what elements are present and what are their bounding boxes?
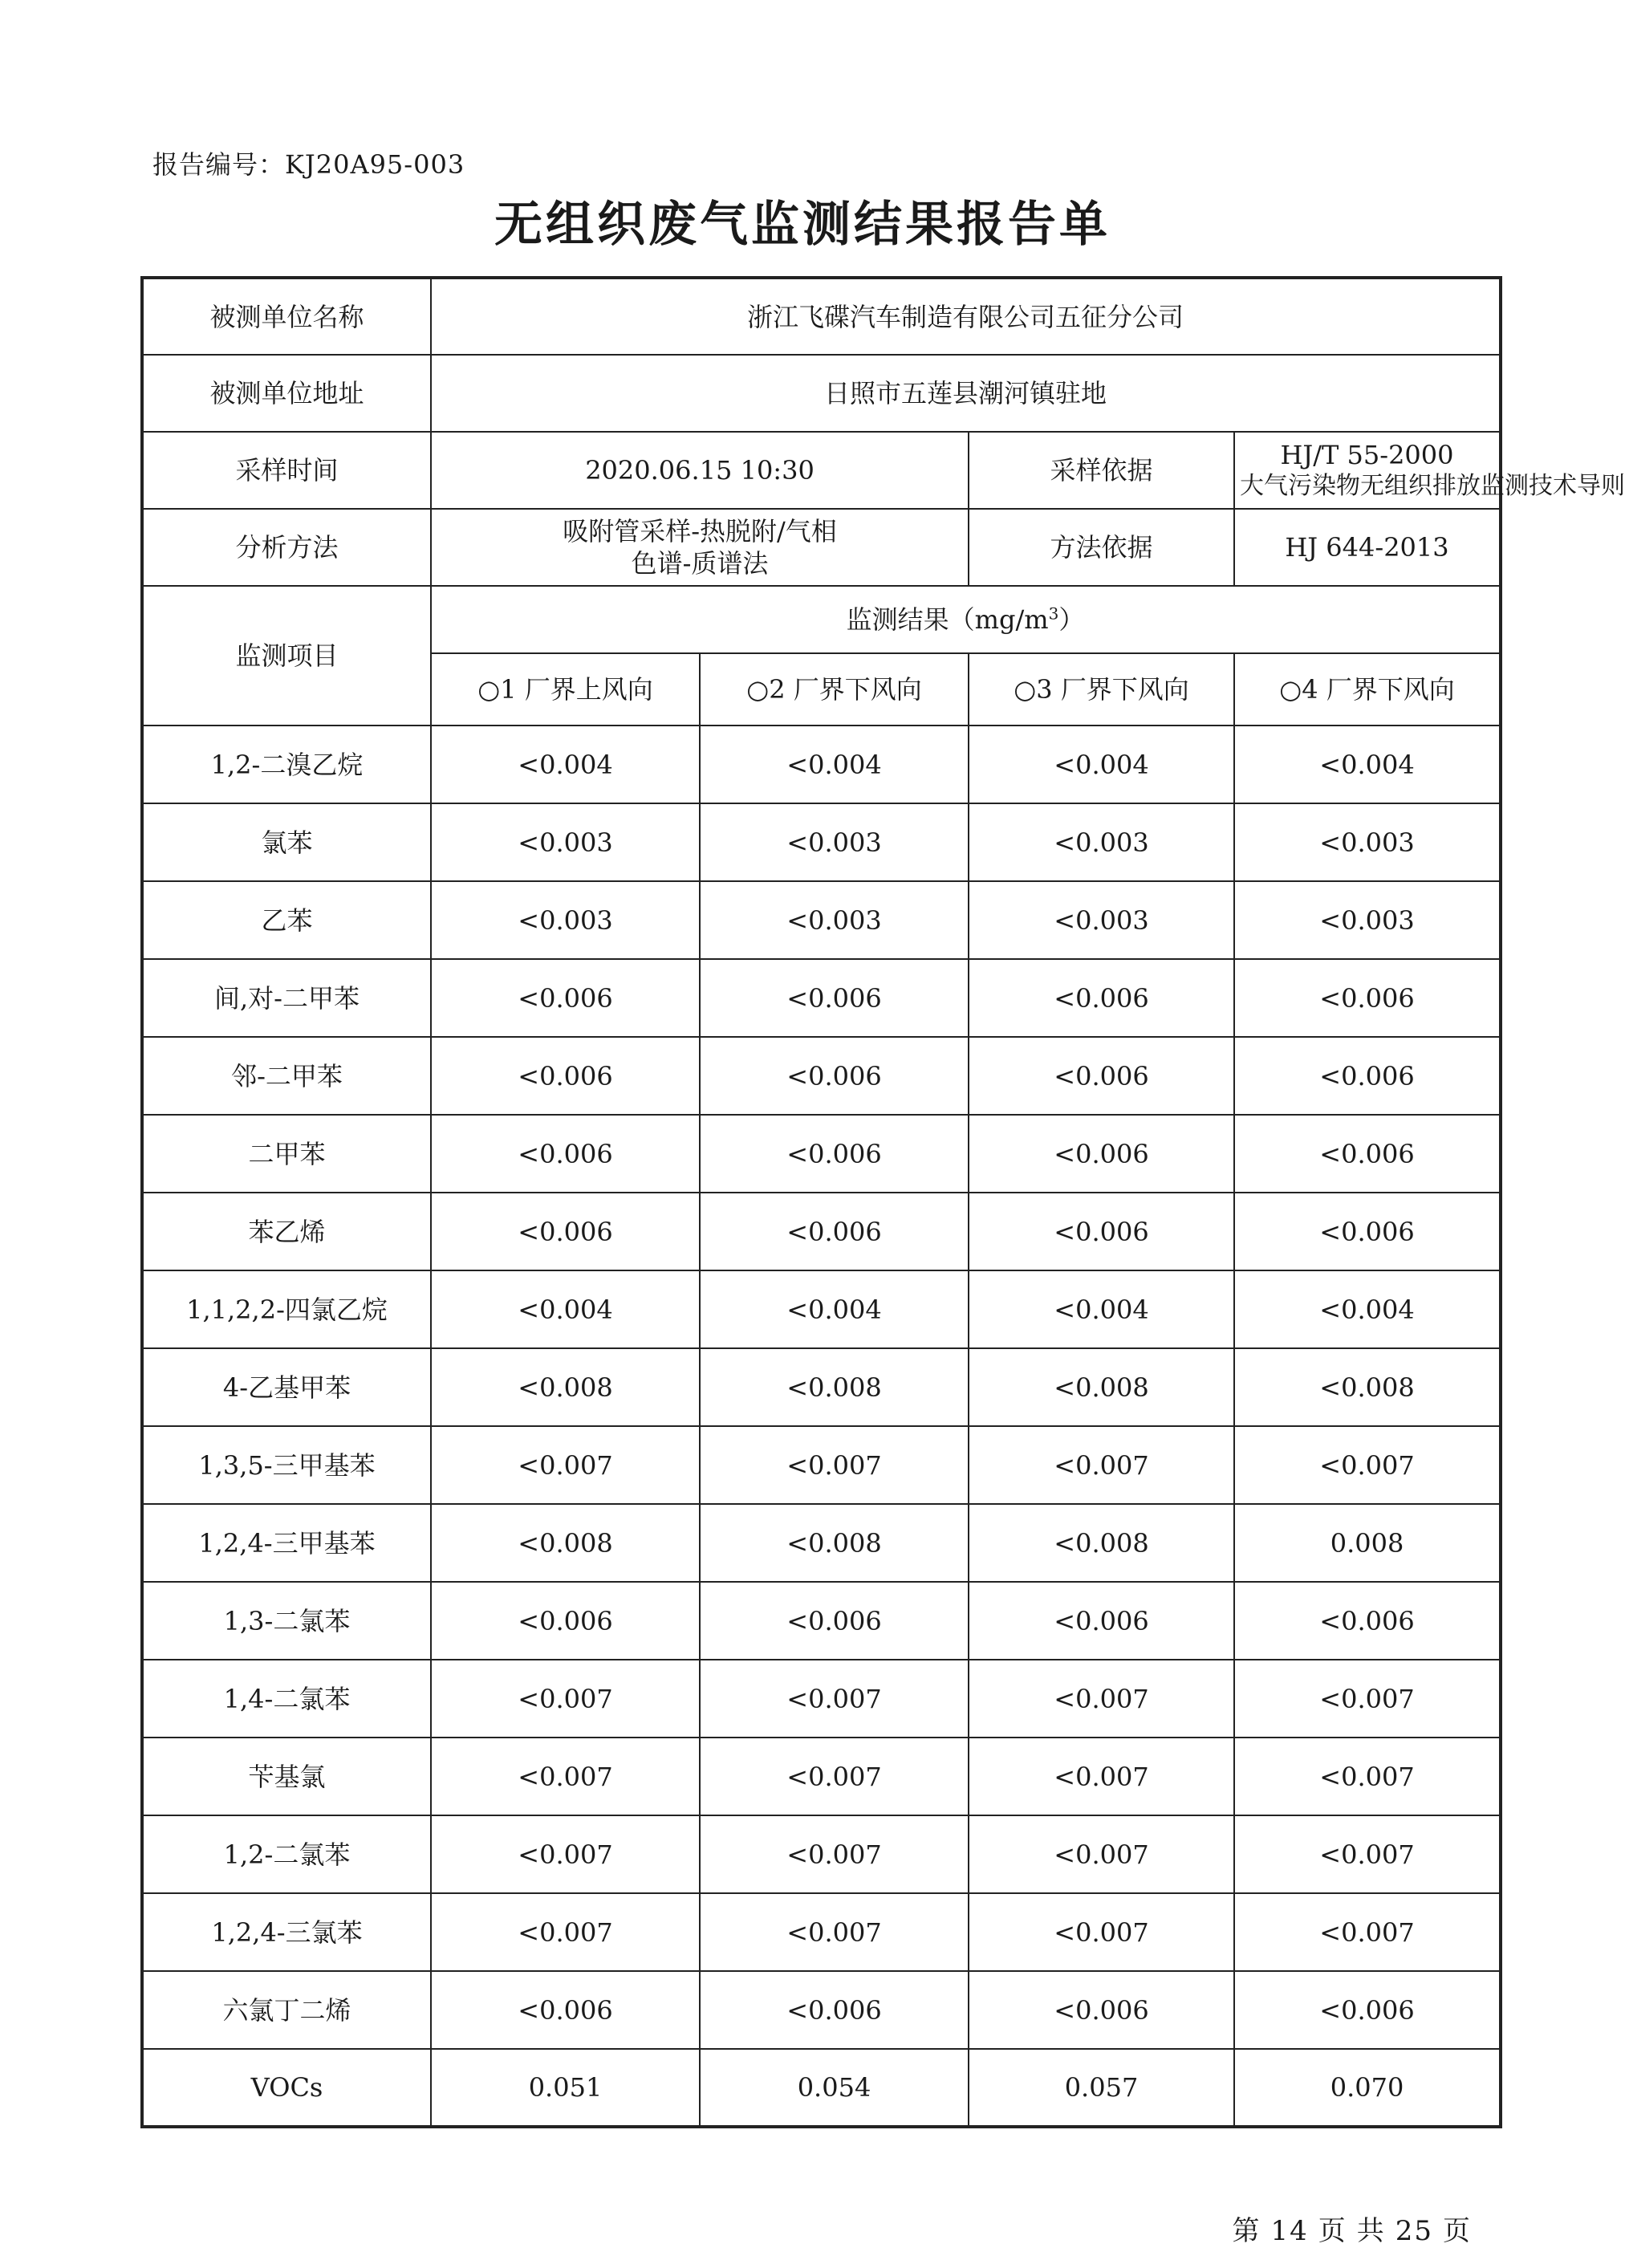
result-value: <0.004: [969, 726, 1234, 803]
result-value: <0.003: [700, 803, 969, 881]
monitoring-item-name: 间,对-二甲苯: [142, 959, 431, 1037]
monitoring-item-name: 1,3,5-三甲基苯: [142, 1426, 431, 1504]
row-results-header: [142, 586, 1501, 653]
result-value: <0.007: [700, 1815, 969, 1893]
result-value: 0.051: [431, 2049, 700, 2127]
result-value: <0.006: [700, 1193, 969, 1270]
result-value: <0.006: [1234, 959, 1501, 1037]
page-unit: 页: [1318, 2215, 1347, 2247]
result-value: <0.006: [969, 1115, 1234, 1193]
table-row: [142, 1270, 1501, 1348]
table-row: [142, 1504, 1501, 1582]
method-basis-value: HJ 644-2013: [1234, 509, 1501, 586]
result-value: <0.007: [1234, 1738, 1501, 1815]
result-value: <0.007: [700, 1660, 969, 1738]
result-value: <0.003: [1234, 881, 1501, 959]
monitoring-item-name: 1,3-二氯苯: [142, 1582, 431, 1660]
unit-address-value: 日照市五莲县潮河镇驻地: [431, 355, 1501, 432]
result-value: <0.007: [969, 1815, 1234, 1893]
result-value: 0.054: [700, 2049, 969, 2127]
table-row: [142, 1893, 1501, 1971]
result-value: <0.004: [1234, 726, 1501, 803]
result-value: <0.007: [969, 1738, 1234, 1815]
result-value: <0.004: [700, 1270, 969, 1348]
analysis-method-line1: 吸附管采样-热脱附/气相: [563, 516, 837, 547]
table-row: [142, 2049, 1501, 2127]
table-row: [142, 1193, 1501, 1270]
result-value: <0.007: [1234, 1815, 1501, 1893]
analysis-method-line2: 色谱-质谱法: [631, 548, 769, 579]
result-value: <0.006: [431, 1193, 700, 1270]
unit-name-label: 被测单位名称: [142, 278, 431, 355]
table-row: [142, 1115, 1501, 1193]
result-value: <0.007: [700, 1738, 969, 1815]
result-value: <0.008: [1234, 1348, 1501, 1426]
result-value: <0.003: [700, 881, 969, 959]
result-value: <0.007: [431, 1426, 700, 1504]
result-value: <0.008: [969, 1348, 1234, 1426]
result-value: <0.007: [969, 1893, 1234, 1971]
result-value: <0.006: [969, 1037, 1234, 1115]
monitoring-item-name: 邻-二甲苯: [142, 1037, 431, 1115]
column-header: ○4 厂界下风向: [1234, 653, 1501, 726]
result-value: <0.006: [431, 1582, 700, 1660]
page-footer: [1227, 2209, 1477, 2248]
results-unit-header: [431, 586, 1501, 653]
result-value: <0.006: [969, 959, 1234, 1037]
result-value: <0.006: [1234, 1971, 1501, 2049]
result-value: <0.007: [1234, 1660, 1501, 1738]
table-row: [142, 1815, 1501, 1893]
row-analysis: [142, 509, 1501, 586]
page-number: 14: [1270, 2215, 1309, 2247]
column-header: ○3 厂界下风向: [969, 653, 1234, 726]
total-pages: 25: [1395, 2215, 1433, 2247]
monitoring-item-name: 二甲苯: [142, 1115, 431, 1193]
monitoring-item-name: VOCs: [142, 2049, 431, 2127]
table-row: [142, 1582, 1501, 1660]
result-value: <0.006: [700, 959, 969, 1037]
result-value: 0.057: [969, 2049, 1234, 2127]
table-row: [142, 726, 1501, 803]
result-value: <0.007: [431, 1738, 700, 1815]
total-unit: 页: [1443, 2215, 1472, 2247]
result-value: <0.006: [700, 1037, 969, 1115]
sampling-time-value: 2020.06.15 10:30: [431, 432, 969, 509]
result-value: <0.007: [431, 1815, 700, 1893]
page-title: 无组织废气监测结果报告单: [494, 197, 1111, 253]
result-value: <0.007: [700, 1426, 969, 1504]
table-row: [142, 1037, 1501, 1115]
result-value: <0.006: [1234, 1115, 1501, 1193]
result-value: <0.003: [431, 803, 700, 881]
result-value: <0.006: [700, 1115, 969, 1193]
result-value: <0.007: [431, 1660, 700, 1738]
table-row: [142, 803, 1501, 881]
analysis-method-label: 分析方法: [142, 509, 431, 586]
result-value: <0.004: [969, 1270, 1234, 1348]
results-label: 监测结果（mg/m: [846, 604, 1049, 635]
result-value: <0.006: [431, 1115, 700, 1193]
results-unit-superscript: 3: [1048, 604, 1059, 624]
result-value: <0.004: [1234, 1270, 1501, 1348]
sampling-time-label: 采样时间: [142, 432, 431, 509]
method-basis-label: 方法依据: [969, 509, 1234, 586]
result-value: <0.007: [969, 1660, 1234, 1738]
report-number: 报告编号：KJ20A95-003: [152, 149, 465, 180]
page-label: 第: [1232, 2215, 1261, 2247]
result-value: <0.003: [969, 803, 1234, 881]
result-value: <0.006: [700, 1971, 969, 2049]
unit-name-value: 浙江飞碟汽车制造有限公司五征分公司: [431, 278, 1501, 355]
unit-address-label: 被测单位地址: [142, 355, 431, 432]
monitoring-item-name: 苯乙烯: [142, 1193, 431, 1270]
monitoring-item-name: 1,2-二溴乙烷: [142, 726, 431, 803]
table-row: [142, 959, 1501, 1037]
total-label: 共: [1356, 2215, 1386, 2247]
results-label-close: ）: [1058, 604, 1085, 635]
result-value: <0.006: [969, 1193, 1234, 1270]
monitoring-item-name: 苄基氯: [142, 1738, 431, 1815]
result-value: <0.006: [1234, 1037, 1501, 1115]
result-value: <0.006: [431, 1037, 700, 1115]
monitoring-report-table: [140, 276, 1625, 2128]
result-value: <0.006: [431, 1971, 700, 2049]
result-value: <0.006: [1234, 1582, 1501, 1660]
result-value: <0.007: [1234, 1426, 1501, 1504]
table-row: [142, 1660, 1501, 1738]
column-header: ○1 厂界上风向: [431, 653, 700, 726]
monitoring-item-name: 1,2-二氯苯: [142, 1815, 431, 1893]
result-value: <0.003: [969, 881, 1234, 959]
row-sampling: [142, 432, 1501, 509]
result-value: <0.008: [700, 1504, 969, 1582]
result-value: <0.007: [1234, 1893, 1501, 1971]
table-row: [142, 1738, 1501, 1815]
result-value: 0.008: [1234, 1504, 1501, 1582]
result-value: <0.004: [431, 1270, 700, 1348]
monitoring-item-name: 1,2,4-三甲基苯: [142, 1504, 431, 1582]
sampling-basis-label: 采样依据: [969, 432, 1234, 509]
row-unit-address: [142, 355, 1501, 432]
result-value: <0.008: [431, 1504, 700, 1582]
row-unit-name: [142, 278, 1501, 355]
result-value: <0.006: [969, 1971, 1234, 2049]
monitoring-item-name: 1,4-二氯苯: [142, 1660, 431, 1738]
result-value: <0.003: [1234, 803, 1501, 881]
monitoring-item-name: 六氯丁二烯: [142, 1971, 431, 2049]
result-value: <0.008: [969, 1504, 1234, 1582]
result-value: <0.008: [700, 1348, 969, 1426]
result-value: <0.006: [700, 1582, 969, 1660]
monitoring-item-name: 乙苯: [142, 881, 431, 959]
result-value: <0.006: [969, 1582, 1234, 1660]
sampling-basis-title: 大气污染物无组织排放监测技术导则: [1240, 472, 1625, 501]
result-value: <0.006: [1234, 1193, 1501, 1270]
monitoring-item-name: 4-乙基甲苯: [142, 1348, 431, 1426]
result-value: <0.003: [431, 881, 700, 959]
analysis-method-value: [431, 509, 969, 586]
result-value: <0.007: [969, 1426, 1234, 1504]
result-value: <0.006: [431, 959, 700, 1037]
result-value: <0.004: [700, 726, 969, 803]
table-row: [142, 1971, 1501, 2049]
column-header: ○2 厂界下风向: [700, 653, 969, 726]
table-row: [142, 881, 1501, 959]
monitoring-item-name: 1,1,2,2-四氯乙烷: [142, 1270, 431, 1348]
result-value: <0.008: [431, 1348, 700, 1426]
monitoring-item-header: 监测项目: [142, 586, 431, 726]
result-value: <0.004: [431, 726, 700, 803]
sampling-basis-standard: HJ/T 55-2000: [1280, 440, 1454, 471]
table-row: [142, 1348, 1501, 1426]
monitoring-item-name: 氯苯: [142, 803, 431, 881]
result-value: <0.007: [700, 1893, 969, 1971]
monitoring-item-name: 1,2,4-三氯苯: [142, 1893, 431, 1971]
sampling-basis-value: [1234, 432, 1625, 509]
table-row: [142, 1426, 1501, 1504]
result-value: <0.007: [431, 1893, 700, 1971]
result-value: 0.070: [1234, 2049, 1501, 2127]
